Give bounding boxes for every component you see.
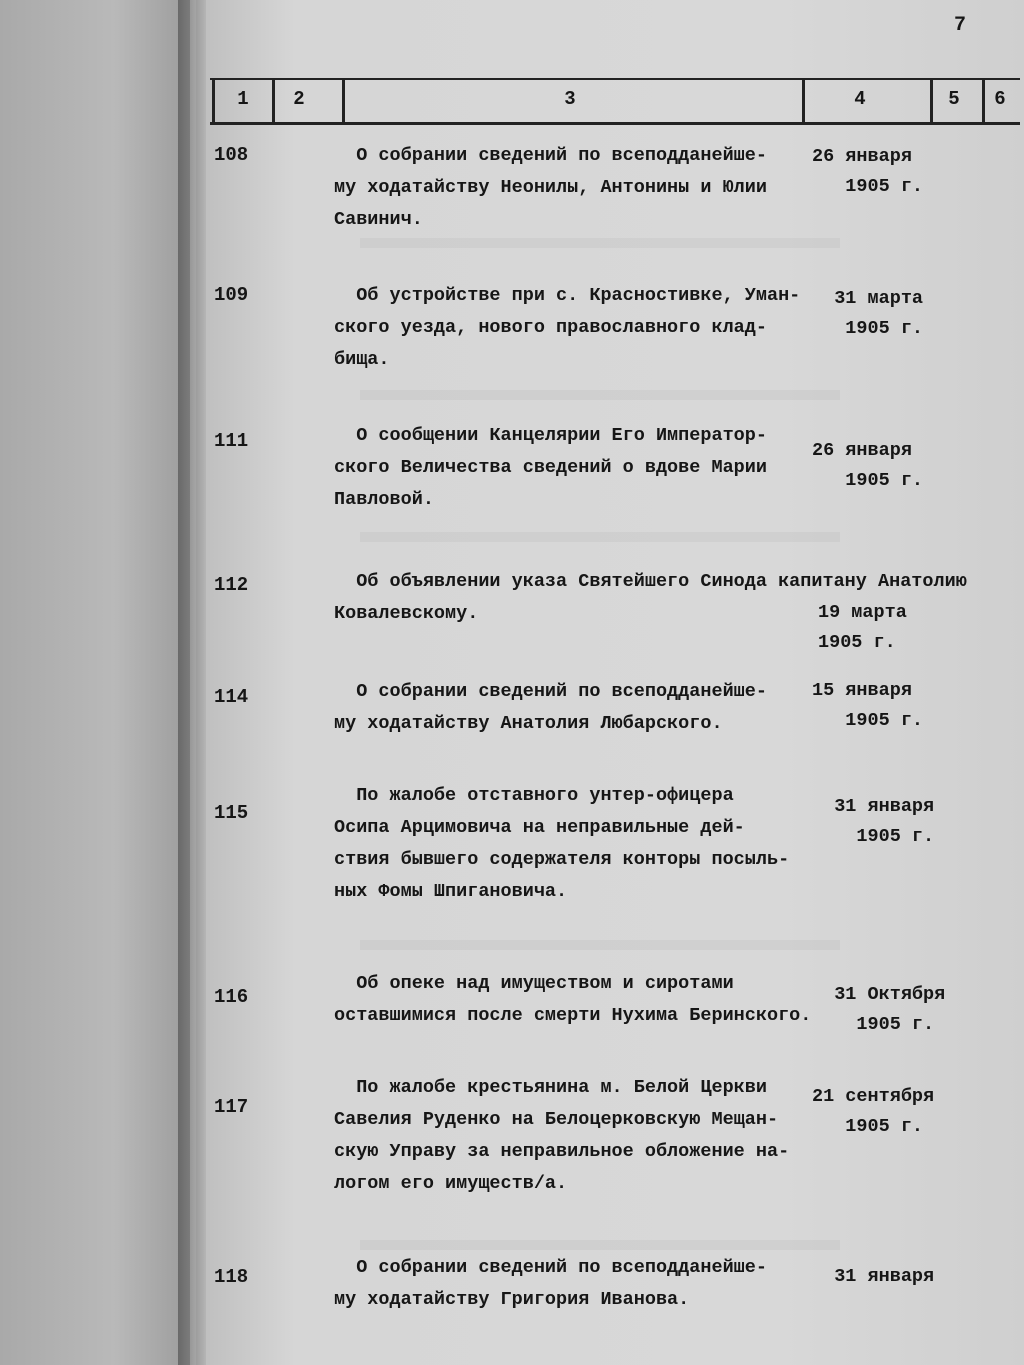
- record-date: 15 января 1905 г.: [812, 680, 924, 731]
- record-title: По жалобе отставного унтер-офицера Осипа Арцимовича на неправильные дей- ствия бывшего содержателя конторы посыль- ных Фомы Шпигановича.: [334, 785, 790, 902]
- header-divider: [802, 80, 805, 122]
- record-date: 31 января 1905 г.: [834, 796, 935, 847]
- header-col-4: 4: [854, 88, 866, 110]
- record-date: 19 марта 1905 г.: [818, 602, 907, 653]
- record-date: 26 января 1905 г.: [812, 146, 924, 197]
- previous-page-strip: [0, 0, 190, 1365]
- record-number: 118: [214, 1266, 249, 1288]
- record-date: 21 сентября 1905 г.: [812, 1086, 935, 1137]
- record-date: 31 января: [812, 1266, 935, 1287]
- header-col-2: 2: [293, 88, 305, 110]
- record-title: О сообщении Канцелярии Его Император- ского Величества сведений о вдове Марии Павловой.: [334, 425, 767, 510]
- record-number: 111: [214, 430, 249, 452]
- record-number: 108: [214, 144, 249, 166]
- record-number: 109: [214, 284, 249, 306]
- header-divider: [272, 80, 275, 122]
- record-date: 31 марта 1905 г.: [834, 288, 924, 339]
- header-col-5: 5: [948, 88, 960, 110]
- header-col-6: 6: [994, 88, 1006, 110]
- binding-gutter: [178, 0, 206, 1365]
- header-col-3: 3: [564, 88, 576, 110]
- header-divider: [212, 80, 215, 122]
- record-date: 31 Октября 1905 г.: [834, 984, 946, 1035]
- header-divider: [342, 80, 345, 122]
- header-divider: [930, 80, 933, 122]
- record-date: 26 января 1905 г.: [812, 440, 924, 491]
- record-title: По жалобе крестьянина м. Белой Церкви Савелия Руденко на Белоцерковскую Мещан- скую Управу за неправильное обложение на- логом его имуществ/а.: [334, 1077, 790, 1194]
- record-title: Об опеке над имуществом и сиротами оставшимися после смерти Нухима Беринского.: [334, 973, 812, 1026]
- table-header-row: [210, 78, 1020, 125]
- record-number: 112: [214, 574, 249, 596]
- page-number: 7: [954, 14, 967, 37]
- record-title: О собрании сведений по всеподданейше- му ходатайству Анатолия Любарского.: [334, 681, 767, 734]
- header-col-1: 1: [237, 88, 249, 110]
- record-number: 115: [214, 802, 249, 824]
- header-divider: [982, 80, 985, 122]
- record-number: 116: [214, 986, 249, 1008]
- record-number: 117: [214, 1096, 249, 1118]
- record-number: 114: [214, 686, 249, 708]
- record-title: О собрании сведений по всеподданейше- му ходатайству Григория Иванова.: [334, 1257, 767, 1310]
- record-title: О собрании сведений по всеподданейше- му ходатайству Неонилы, Антонины и Юлии Савинич.: [334, 145, 767, 230]
- record-title: Об объявлении указа Святейшего Синода капитану Анатолию Ковалевскому.: [334, 571, 967, 624]
- record-title: Об устройстве при с. Красностивке, Уман- ского уезда, нового православного клад- бища.: [334, 285, 801, 370]
